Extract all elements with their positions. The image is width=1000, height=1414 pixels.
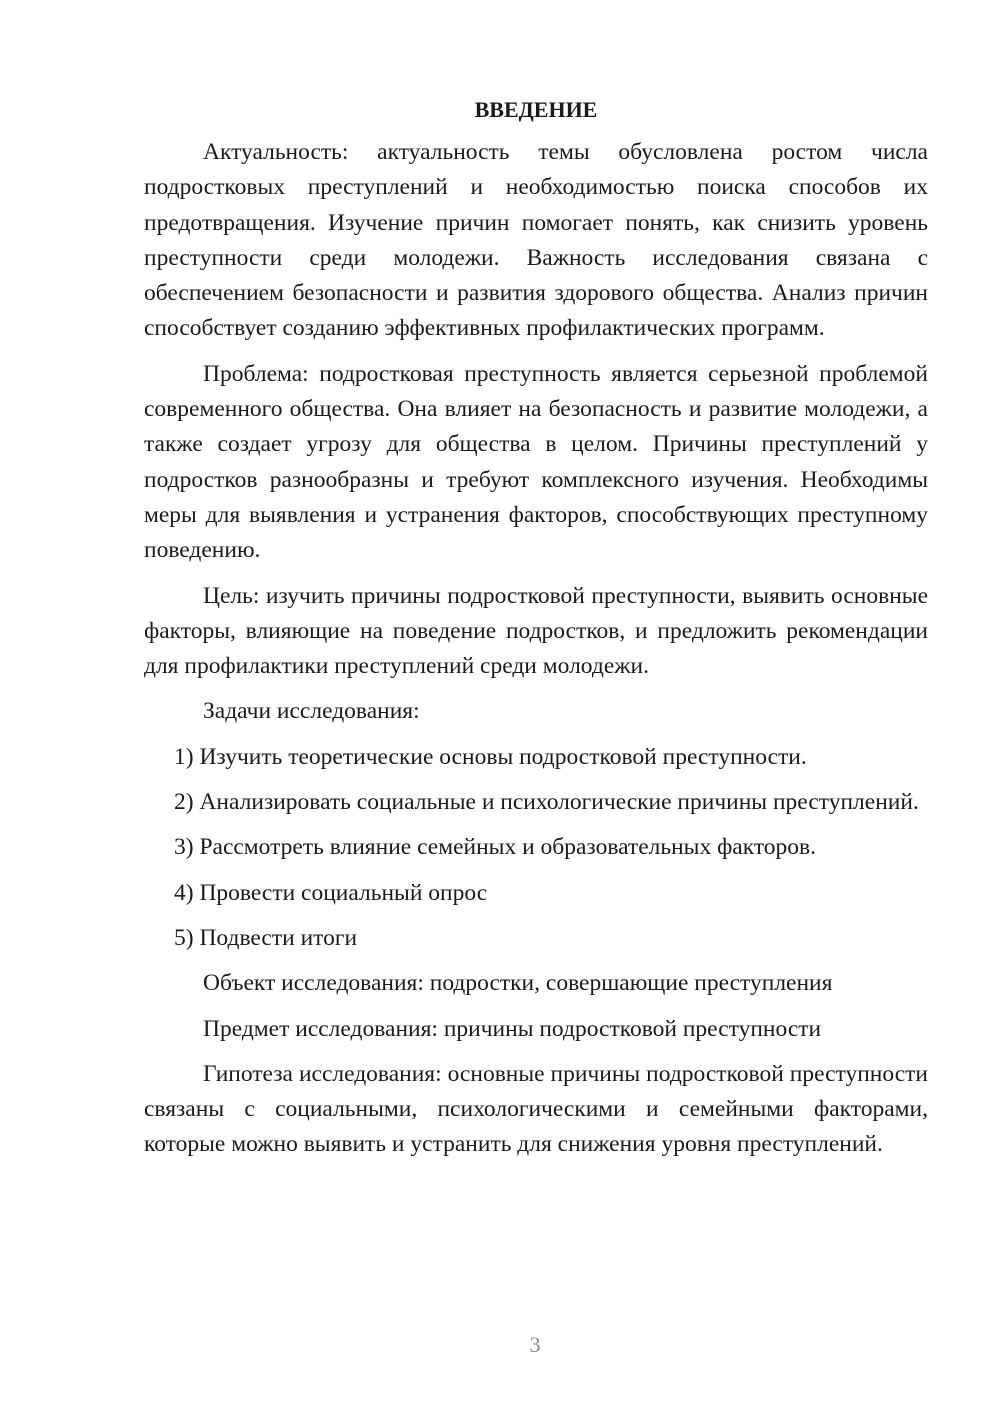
research-subject: Предмет исследования: причины подростковой преступности xyxy=(203,1015,822,1042)
task-item-3: 3) Рассмотреть влияние семейных и образовательных факторов. xyxy=(174,834,817,861)
relevance-paragraph: Актуальность: актуальность темы обусловлена ростом числа подростковых преступлений и необходимостью поиска способов их предотвращения. Изучение причин помогает понять, как снизить уровень преступности среди молодежи. Важность исследования связана с обеспечением безопасности и развития здорового общества. Анализ причин способствует созданию эффективных профилактических программ. xyxy=(144,139,928,342)
task-item-4: 4) Провести социальный опрос xyxy=(174,879,488,906)
page-number: 3 xyxy=(529,1332,541,1357)
document-body xyxy=(144,88,928,1173)
problem-paragraph: Проблема: подростковая преступность является серьезной проблемой современного общества. Она влияет на безопасность и развитие молодежи, а также создает угрозу для общества в целом. Причины преступлений у подростков разнообразны и требуют комплексного изучения. Необходимы меры для выявления и устранения факторов, способствующих преступному поведению. xyxy=(144,360,928,564)
task-item-1: 1) Изучить теоретические основы подростковой преступности. xyxy=(174,743,807,770)
research-object: Объект исследования: подростки, совершающие преступления xyxy=(203,970,833,997)
goal-paragraph: Цель: изучить причины подростковой преступности, выявить основные факторы, влияющие на поведение подростков, и предложить рекомендации для профилактики преступлений среди молодежи. xyxy=(144,582,928,680)
research-hypothesis: Гипотеза исследования: основные причины подростковой преступности связаны с социальными, психологическими и семейными факторами, которые можно выявить и устранить для снижения уровня преступлений. xyxy=(144,1060,928,1158)
tasks-heading: Задачи исследования: xyxy=(203,698,420,725)
task-item-2: 2) Анализировать социальные и психологические причины преступлений. xyxy=(174,789,919,816)
task-item-5: 5) Подвести итоги xyxy=(174,924,358,951)
section-title: ВВЕДЕНИЕ xyxy=(474,97,598,122)
